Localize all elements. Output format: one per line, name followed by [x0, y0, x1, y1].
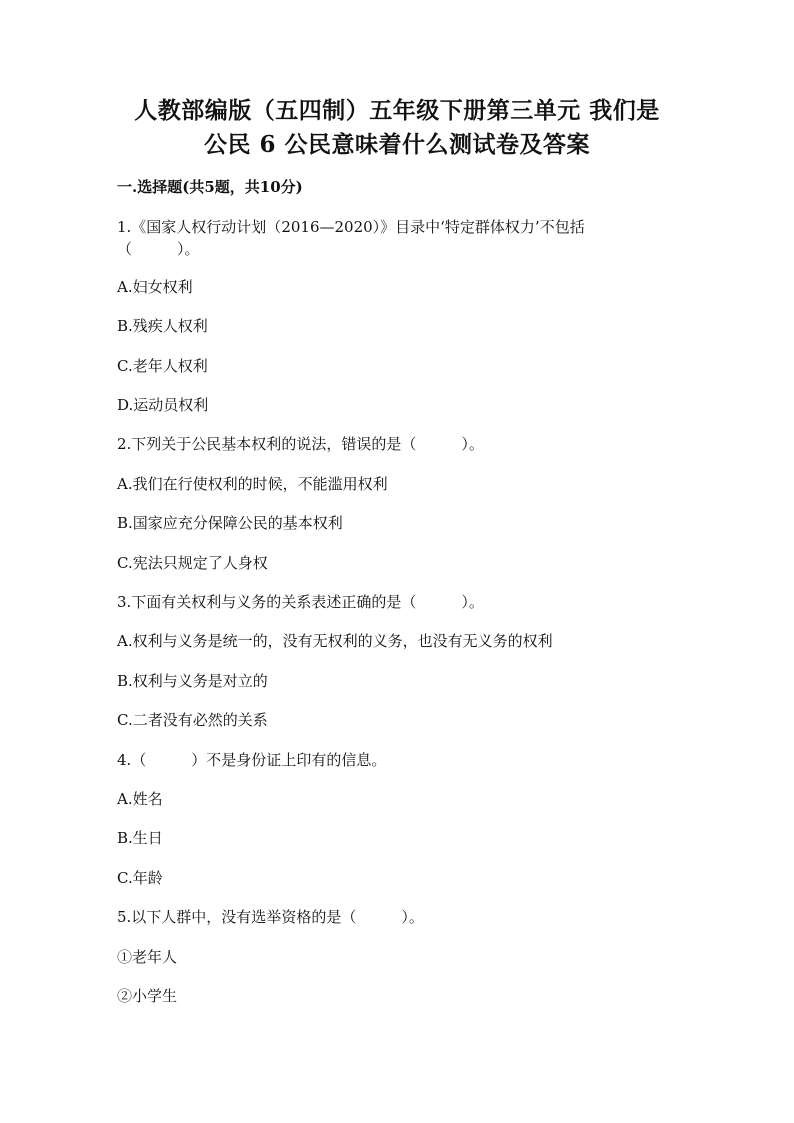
document-title-line-2: 公民 6 公民意味着什么测试卷及答案 [203, 131, 591, 158]
question-1-option-a: A.妇女权利 [117, 278, 193, 296]
question-5-item-1: ①老年人 [117, 948, 178, 966]
question-1-option-d: D.运动员权利 [117, 396, 209, 414]
question-2-stem: 2.下列关于公民基本权利的说法，错误的是（ ）。 [117, 435, 484, 453]
question-3-option-c: C.二者没有必然的关系 [117, 711, 268, 729]
question-4-option-b: B.生日 [117, 829, 163, 847]
question-5-item-2: ②小学生 [117, 987, 178, 1005]
section-heading: 一.选择题(共5题，共10分) [117, 178, 303, 196]
question-1-stem-continued: （ ）。 [117, 240, 200, 258]
question-2-option-b: B.国家应充分保障公民的基本权利 [117, 514, 343, 532]
question-1-stem: 1.《国家人权行动计划（2016—2020）》目录中‘特定群体权力’不包括 [117, 218, 585, 236]
question-1-option-b: B.残疾人权利 [117, 317, 208, 335]
question-3-option-b: B.权利与义务是对立的 [117, 672, 268, 690]
question-4-option-a: A.姓名 [117, 790, 163, 808]
question-4-stem: 4.（ ）不是身份证上印有的信息。 [117, 751, 387, 769]
document-title-line-1: 人教部编版（五四制）五年级下册第三单元 我们是 [134, 97, 660, 124]
question-3-stem: 3.下面有关权利与义务的关系表述正确的是（ ）。 [117, 593, 484, 611]
question-3-option-a: A.权利与义务是统一的，没有无权利的义务，也没有无义务的权利 [117, 632, 553, 650]
question-1-option-c: C.老年人权利 [117, 357, 208, 375]
question-2-option-c: C.宪法只规定了人身权 [117, 554, 268, 572]
question-4-option-c: C.年龄 [117, 869, 163, 887]
question-2-option-a: A.我们在行使权利的时候，不能滥用权利 [117, 475, 388, 493]
question-5-stem: 5.以下人群中，没有选举资格的是（ ）。 [117, 908, 424, 926]
